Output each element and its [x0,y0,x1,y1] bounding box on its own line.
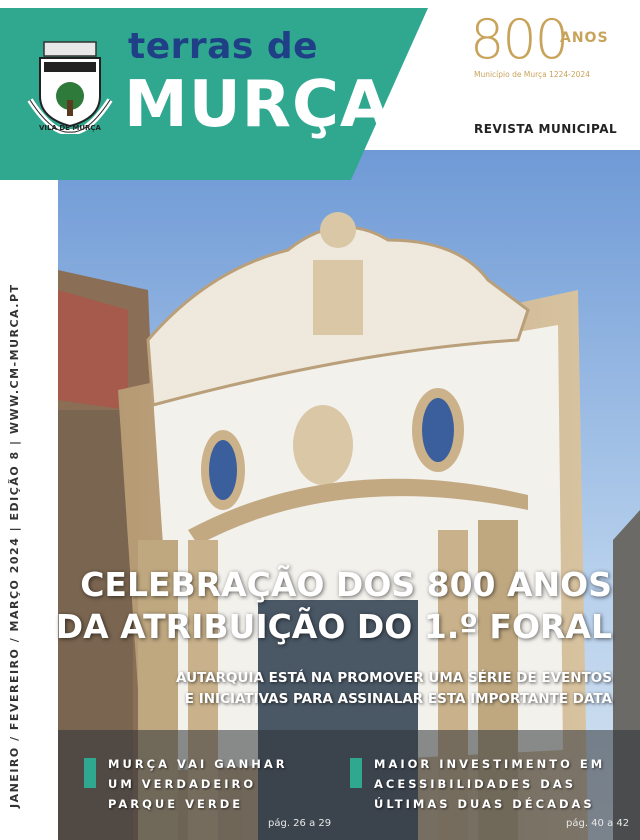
issue-info-vertical: JANEIRO / FEVEREIRO / MARÇO 2024 | EDIÇÃO 8 | WWW.CM-MURCA.PT [8,283,21,808]
teaser-line2: ACESSIBILIDADES DAS [374,777,577,791]
anniversary-logo [470,8,620,84]
crest-caption: VILA DE MURÇA [39,124,101,132]
cover-headline [56,564,612,648]
anniversary-subtitle: Município de Murça 1224-2024 [474,70,590,79]
magazine-title-line1: terras de [128,26,319,67]
cover-subhead [176,668,612,710]
headline-line2: DA ATRIBUIÇÃO DO 1.º FORAL [55,607,612,646]
teaser-text [374,754,605,814]
subhead-line2: E INICIATIVAS PARA ASSINALAR ESTA IMPORTANTE DATA [184,691,612,707]
anniversary-number: 800 [470,8,568,71]
teaser-pages: pág. 26 a 29 [268,818,332,829]
publication-type: REVISTA MUNICIPAL [474,122,618,136]
teaser-line3: PARQUE VERDE [108,797,244,811]
teaser-line1: MURÇA VAI GANHAR [108,757,288,771]
cover-photo [55,150,640,840]
teaser-line3: ÚLTIMAS DUAS DÉCADAS [374,797,595,811]
teaser-bar [350,758,362,788]
municipal-crest-icon [22,38,118,134]
teaser-pages: pág. 40 a 42 [566,818,630,829]
teaser-bar [84,758,96,788]
headline-line1: CELEBRAÇÃO DOS 800 ANOS [80,565,612,604]
teaser-text [108,754,288,814]
subhead-line1: AUTARQUIA ESTÁ NA PROMOVER UMA SÉRIE DE EVENTOS [176,670,612,686]
chapel-illustration [55,150,640,840]
teaser-line2: UM VERDADEIRO [108,777,257,791]
teaser-line1: MAIOR INVESTIMENTO EM [374,757,606,771]
magazine-title-line2: MURÇA [124,68,391,142]
anniversary-label: ANOS [560,30,609,46]
